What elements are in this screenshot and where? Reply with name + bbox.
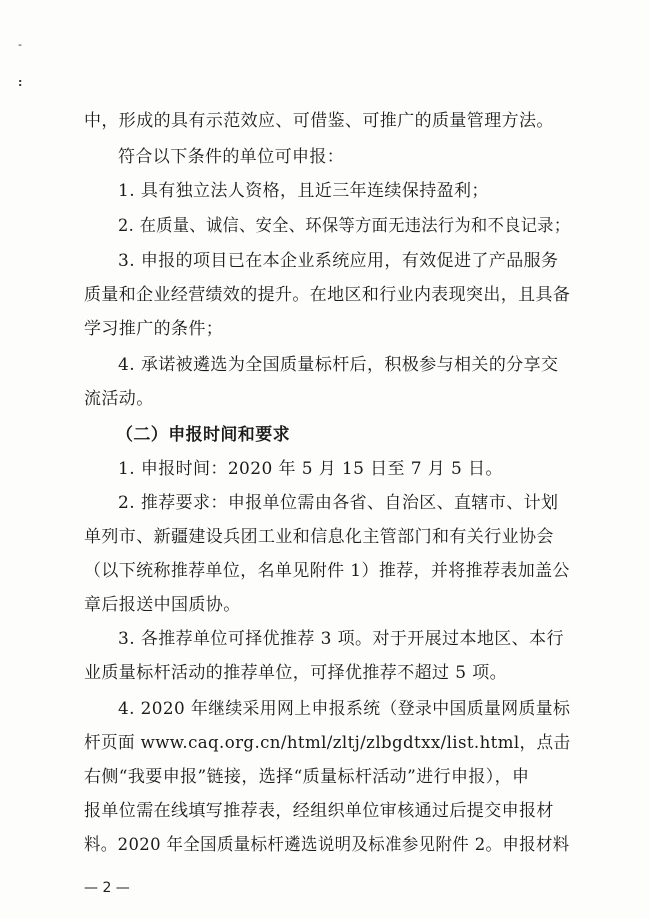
text-line: 报单位需在线填写推荐表，经组织单位审核通过后提交申报材: [84, 801, 554, 821]
text-line: （以下统称推荐单位，名单见附件 1）推荐，并将推荐表加盖公: [84, 561, 570, 581]
text-line: 1. 申报时间：2020 年 5 月 15 日至 7 月 5 日。: [118, 459, 503, 479]
text-line: 2. 在质量、诚信、安全、环保等方面无违法行为和不良记录；: [118, 216, 571, 236]
text-line: 3. 各推荐单位可择优推荐 3 项。对于开展过本地区、本行: [118, 629, 564, 649]
text-line: 杆页面 www.caq.org.cn/html/zltj/zlbgdtxx/list.html，点击: [84, 733, 571, 753]
margin-mark: :: [18, 76, 23, 89]
text-line: 右侧“我要申报”链接，选择“质量标杆活动”进行申报），申: [84, 767, 530, 787]
text-line: 符合以下条件的单位可申报：: [118, 147, 345, 167]
text-line: 2. 推荐要求：申报单位需由各省、自治区、直辖市、计划: [118, 493, 559, 513]
text-line: 中，形成的具有示范效应、可借鉴、可推广的质量管理方法。: [84, 111, 554, 131]
text-line: 1. 具有独立法人资格，且近三年连续保持盈利；: [118, 181, 489, 201]
text-line: 单列市、新疆建设兵团工业和信息化主管部门和有关行业协会: [84, 527, 554, 547]
text-line: 4. 2020 年继续采用网上申报系统（登录中国质量网质量标: [118, 699, 571, 719]
text-line: 质量和企业经营绩效的提升。在地区和行业内表现突出，且具备: [84, 285, 571, 305]
text-line: 业质量标杆活动的推荐单位，可择优推荐不超过 5 项。: [84, 663, 508, 683]
text-line: 学习推广的条件；: [84, 319, 224, 339]
section-heading: （二）申报时间和要求: [116, 425, 290, 445]
page-number: — 2 —: [84, 880, 130, 896]
text-line: 流活动。: [84, 389, 154, 409]
text-line: 料。2020 年全国质量标杆遴选说明及标准参见附件 2。申报材料: [84, 835, 570, 855]
text-line: 4. 承诺被遴选为全国质量标杆后，积极参与相关的分享交: [118, 355, 559, 375]
text-line: 章后报送中国质协。: [84, 595, 241, 615]
margin-mark: -: [18, 38, 22, 51]
text-line: 3. 申报的项目已在本企业系统应用，有效促进了产品服务: [118, 251, 559, 271]
